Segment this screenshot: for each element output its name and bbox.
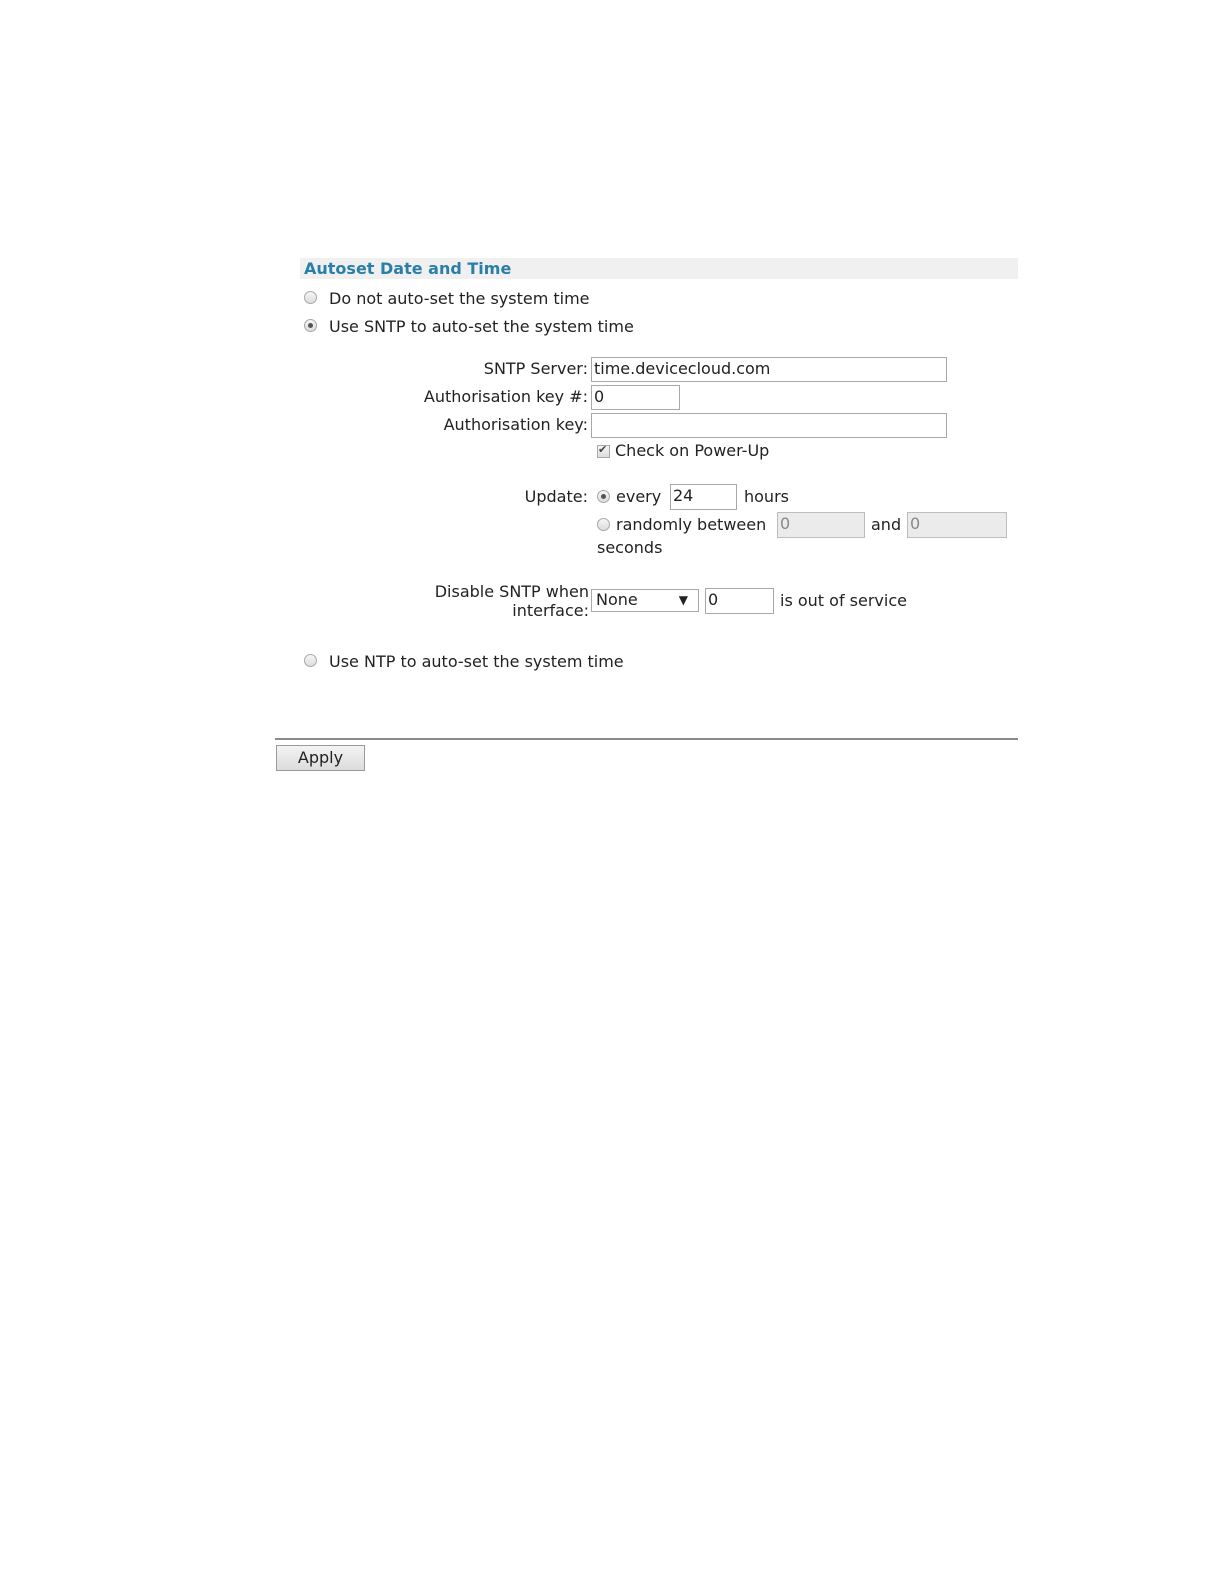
sntp-server-input[interactable]: time.devicecloud.com [591, 357, 947, 382]
sntp-mode-label: Use SNTP to auto-set the system time [329, 317, 634, 336]
update-random-radio[interactable] [597, 518, 610, 531]
hours-label: hours [744, 487, 789, 506]
interface-number-input[interactable]: 0 [705, 588, 774, 614]
update-random-label: randomly between [616, 515, 767, 534]
interface-select[interactable] [591, 589, 699, 612]
seconds-label: seconds [597, 538, 663, 557]
no-autoset-label: Do not auto-set the system time [329, 289, 590, 308]
ntp-mode-radio[interactable] [304, 654, 317, 667]
disable-sntp-label-line2: interface: [512, 601, 589, 620]
update-label: Update: [524, 487, 588, 506]
sntp-server-label: SNTP Server: [483, 359, 588, 378]
disable-sntp-label-line1: Disable SNTP when [434, 582, 589, 601]
chevron-down-icon: ▼ [678, 593, 688, 607]
check-on-powerup-checkbox[interactable] [597, 445, 610, 458]
out-of-service-label: is out of service [780, 591, 907, 610]
update-hours-input[interactable]: 24 [670, 484, 737, 510]
update-every-radio[interactable] [597, 490, 610, 503]
no-autoset-radio[interactable] [304, 291, 317, 304]
auth-key-label: Authorisation key: [443, 415, 588, 434]
auth-key-number-input[interactable]: 0 [591, 385, 680, 410]
apply-button[interactable]: Apply [276, 745, 365, 771]
interface-select-value: None [596, 590, 638, 609]
auth-key-input[interactable] [591, 413, 947, 438]
random-max-input[interactable]: 0 [907, 512, 1007, 538]
section-title: Autoset Date and Time [304, 259, 512, 278]
ntp-mode-label: Use NTP to auto-set the system time [329, 652, 624, 671]
auth-key-number-label: Authorisation key #: [423, 387, 588, 406]
update-every-label: every [616, 487, 662, 506]
sntp-mode-radio[interactable] [304, 319, 317, 332]
check-on-powerup-label: Check on Power-Up [615, 441, 770, 460]
random-min-input[interactable]: 0 [777, 512, 865, 538]
and-label: and [871, 515, 902, 534]
divider [275, 738, 1018, 740]
